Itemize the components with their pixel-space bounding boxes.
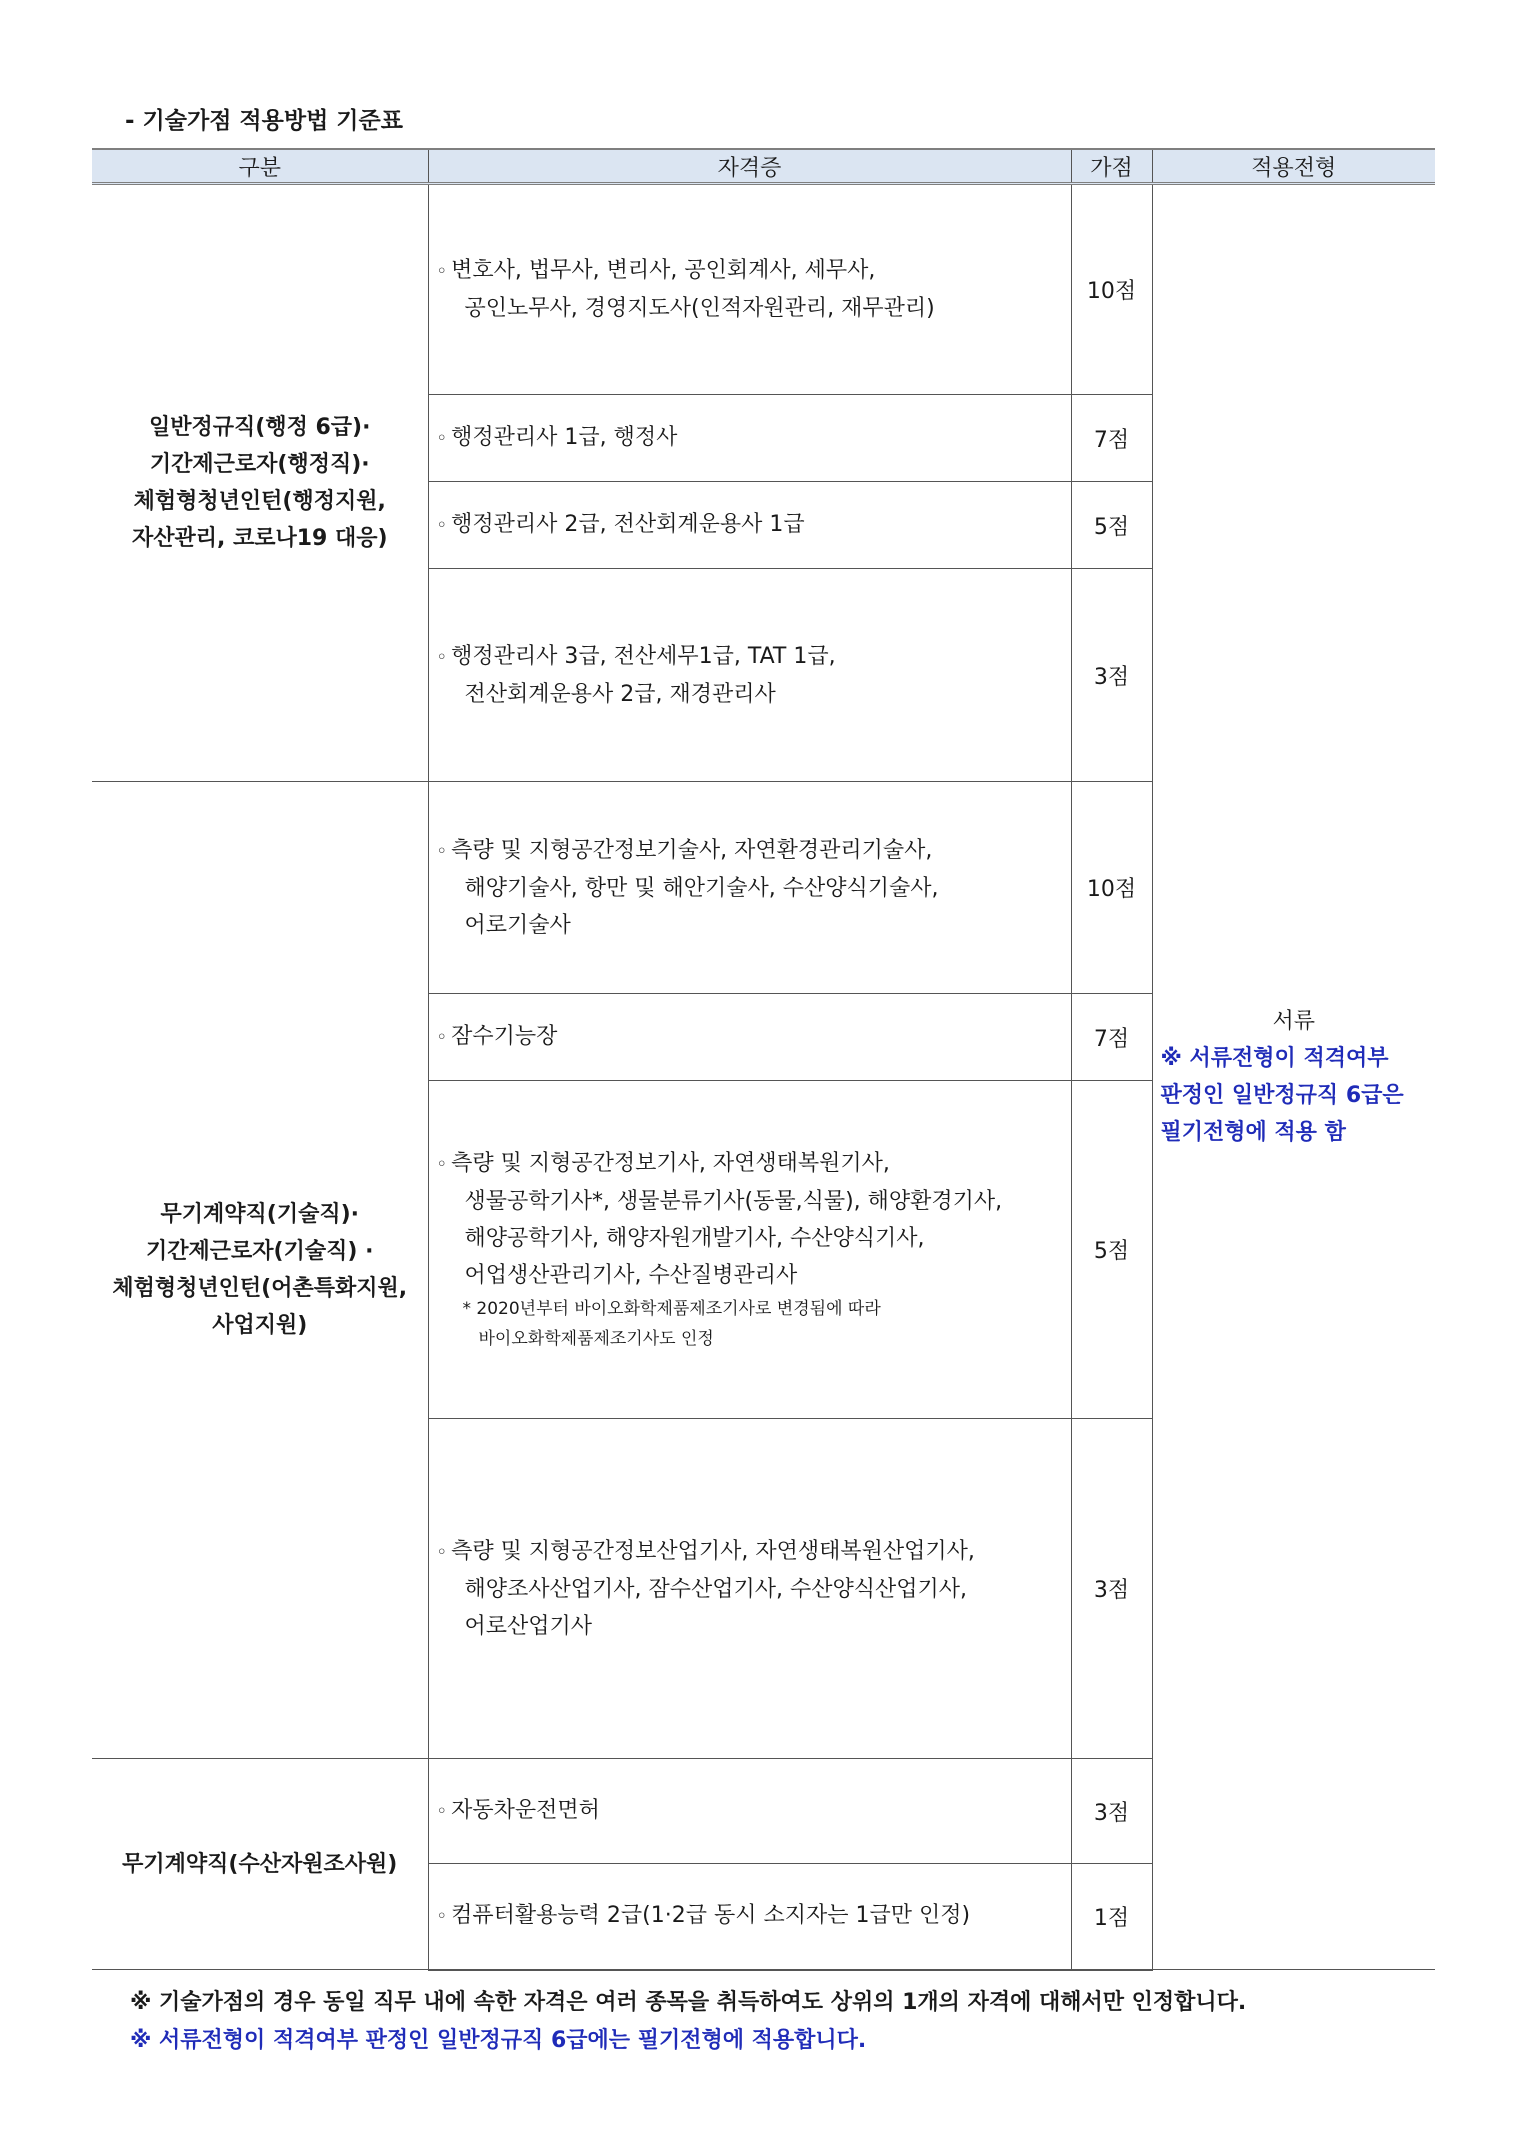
points-cell: 1점 [1071,1864,1152,1970]
points-cell: 3점 [1071,1759,1152,1864]
qualification-cell [428,994,1071,1081]
small-circle-bullet-icon: ◦ [436,1541,448,1563]
small-circle-bullet-icon: ◦ [436,840,448,862]
qualification-line: 전산회계운용사 2급, 재경관리사 [464,681,776,707]
category-line: 무기계약직(기술직)· [160,1202,359,1227]
qualification-cell [428,1419,1071,1759]
qualification-cell [428,395,1071,482]
qualification-cell [428,1864,1071,1970]
small-circle-bullet-icon: ◦ [436,1027,448,1048]
points-cell: 10점 [1071,782,1152,994]
qualification-line: 컴퓨터활용능력 2급(1·2급 동시 소지자는 1급만 인정) [451,1903,971,1929]
header-points: 가점 [1071,149,1152,184]
category-line: 체험형청년인턴(행정지원, [133,489,386,514]
category-line: 일반정규직(행정 6급)· [149,415,371,440]
qualification-line: 측량 및 지형공간정보기사, 자연생태복원기사, [451,1151,890,1176]
small-circle-bullet-icon: ◦ [436,261,448,282]
qualification-line: 어업생산관리기사, 수산질병관리사 [464,1263,798,1288]
qualification-line: 공인노무사, 경영지도사(인적자원관리, 재무관리) [464,296,935,321]
category-line: 사업지원) [212,1313,308,1338]
qualification-line: 변호사, 법무사, 변리사, 공인회계사, 세무사, [451,258,876,283]
points-cell: 7점 [1071,395,1152,482]
qualification-line: 해양기술사, 항만 및 해안기술사, 수산양식기술사, [464,875,939,901]
small-circle-bullet-icon: ◦ [436,515,448,536]
footnote-line: ※ 서류전형이 적격여부 판정인 일반정규직 6급에는 필기전형에 적용합니다. [130,2028,867,2053]
points-cell: 5점 [1071,1081,1152,1419]
qualification-cell [428,1081,1071,1419]
qualification-note: 바이오화학제품제조기사도 인정 [478,1329,714,1349]
applied-stage-note: 필기전형에 적용 함 [1160,1120,1346,1145]
qualification-line: 어로기술사 [464,912,571,938]
qualification-line: 행정관리사 1급, 행정사 [451,425,678,450]
small-circle-bullet-icon: ◦ [436,1906,448,1928]
header-qualification: 자격증 [428,149,1071,184]
small-circle-bullet-icon: ◦ [436,646,448,668]
small-circle-bullet-icon: ◦ [436,1801,448,1822]
category-line: 체험형청년인턴(어촌특화지원, [112,1276,408,1301]
category-cell [92,1759,428,1970]
applied-stage-main: 서류 [1272,1009,1315,1034]
qualification-cell [428,482,1071,569]
qualification-cell [428,1759,1071,1864]
qualification-table [92,148,1435,1971]
qualification-line: 측량 및 지형공간정보산업기사, 자연생태복원산업기사, [451,1538,975,1564]
qualification-line: 자동차운전면허 [451,1798,600,1823]
qualification-cell [428,782,1071,994]
applied-stage-note: 판정인 일반정규직 6급은 [1160,1083,1404,1108]
points-cell: 7점 [1071,994,1152,1081]
qualification-line: 해양조사산업기사, 잠수산업기사, 수산양식산업기사, [464,1576,968,1602]
table-header-row [92,149,1435,184]
qualification-line: 행정관리사 2급, 전산회계운용사 1급 [451,512,805,537]
small-circle-bullet-icon: ◦ [436,1154,448,1175]
header-category: 구분 [92,149,428,184]
qualification-line: 잠수기능장 [451,1024,558,1049]
points-cell: 5점 [1071,482,1152,569]
category-cell [92,184,428,782]
points-cell: 3점 [1071,1419,1152,1759]
header-applied-stage: 적용전형 [1152,149,1435,184]
qualification-line: 생물공학기사*, 생물분류기사(동물,식물), 해양환경기사, [464,1189,1003,1214]
qualification-line: 어로산업기사 [464,1613,593,1639]
qualification-cell [428,184,1071,395]
qualification-line: 해양공학기사, 해양자원개발기사, 수산양식기사, [464,1226,925,1251]
category-line: 기간제근로자(행정직)· [149,452,370,477]
qualification-cell [428,569,1071,782]
qualification-line: 측량 및 지형공간정보기술사, 자연환경관리기술사, [451,837,933,863]
qualification-note: * 2020년부터 바이오화학제품제조기사로 변경됨에 따라 [462,1299,881,1319]
small-circle-bullet-icon: ◦ [436,428,448,449]
qualification-line: 행정관리사 3급, 전산세무1급, TAT 1급, [451,643,836,669]
page-title: - 기술가점 적용방법 기준표 [125,108,403,134]
footnote-line: ※ 기술가점의 경우 동일 직무 내에 속한 자격은 여러 종목을 취득하여도 상위의 1개의 자격에 대해서만 인정합니다. [130,1990,1247,2015]
category-line: 기간제근로자(기술직) · [146,1239,374,1264]
category-line: 무기계약직(수산자원조사원) [122,1851,398,1877]
applied-stage-cell [1152,184,1435,1970]
applied-stage-note: ※ 서류전형이 적격여부 [1160,1046,1389,1071]
points-cell: 10점 [1071,184,1152,395]
footnotes [130,1984,1246,2060]
category-cell [92,782,428,1759]
table-row [92,184,1435,395]
points-cell: 3점 [1071,569,1152,782]
category-line: 자산관리, 코로나19 대응) [131,526,388,551]
